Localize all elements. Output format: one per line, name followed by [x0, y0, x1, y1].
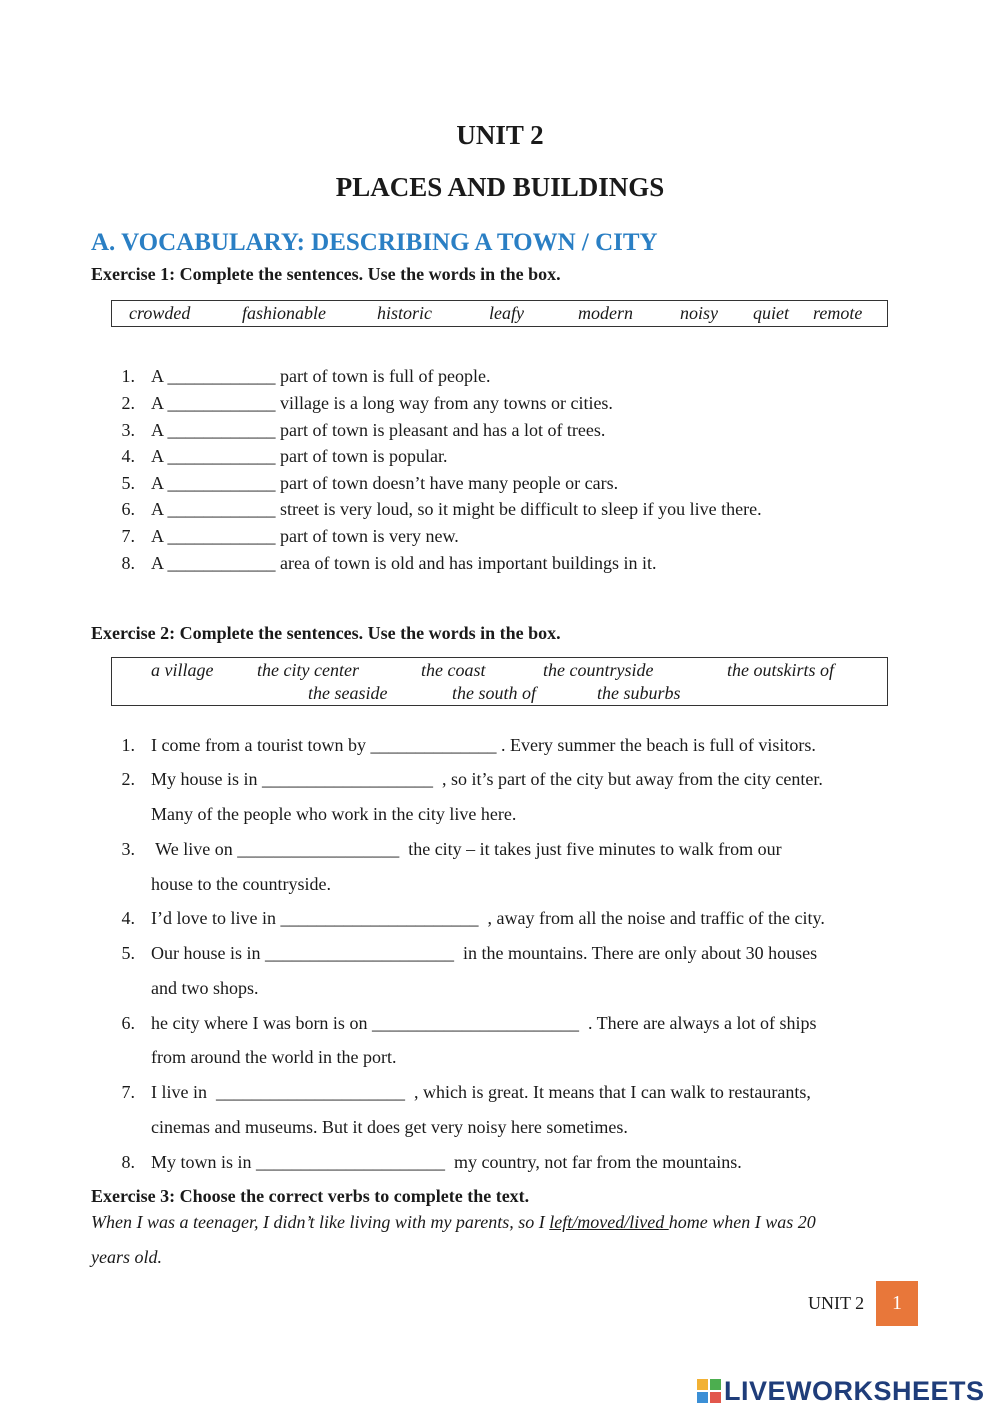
word-box-item: quiet	[753, 303, 789, 323]
liveworksheets-logo-icon	[697, 1379, 721, 1403]
item-number: 5.	[121, 473, 135, 493]
exercise1-sentence: A ____________ part of town is full of people.	[151, 366, 491, 386]
word-box-item: historic	[377, 303, 433, 323]
exercise2-sentence-cont: and two shops.	[151, 978, 259, 998]
word-box-item: modern	[578, 303, 633, 323]
word-box-item: a village	[151, 660, 214, 680]
item-number: 2.	[121, 769, 135, 789]
item-number: 5.	[121, 943, 135, 963]
unit-title: UNIT 2	[456, 120, 544, 150]
item-number: 1.	[121, 735, 135, 755]
item-number: 8.	[121, 1152, 135, 1172]
exercise1-sentence: A ____________ street is very loud, so it might be difficult to sleep if you live there.	[151, 499, 762, 519]
word-box-item: fashionable	[242, 303, 326, 323]
item-number: 7.	[121, 526, 135, 546]
word-box-item: leafy	[489, 303, 524, 323]
exercise2-word-box	[111, 657, 888, 706]
exercise3-text-before: When I was a teenager, I didn’t like living with my parents, so I	[91, 1212, 550, 1232]
exercise1-sentence: A ____________ part of town is very new.	[151, 526, 459, 546]
exercise1-sentence: A ____________ area of town is old and has important buildings in it.	[151, 553, 657, 573]
item-number: 7.	[121, 1082, 135, 1102]
exercise2-sentence: I live in _____________________ , which is great. It means that I can walk to restaurants,	[151, 1082, 811, 1102]
exercise2-sentence-cont: house to the countryside.	[151, 874, 331, 894]
word-box-item: the suburbs	[597, 683, 681, 703]
exercise2-sentence: Our house is in _____________________ in the mountains. There are only about 30 houses	[151, 943, 818, 963]
section-a-heading: A. VOCABULARY: DESCRIBING A TOWN / CITY	[91, 229, 658, 256]
exercise1-sentence: A ____________ part of town is pleasant and has a lot of trees.	[151, 420, 606, 440]
exercise2-sentence: I come from a tourist town by ______________ . Every summer the beach is full of visitors.	[151, 735, 816, 755]
exercise1-sentence: A ____________ part of town doesn’t have many people or cars.	[151, 473, 619, 493]
footer-unit-label: UNIT 2	[808, 1293, 865, 1313]
exercise3-text-line1	[91, 1212, 816, 1233]
exercise2-sentence: I’d love to live in ______________________ , away from all the noise and traffic of the city.	[151, 908, 825, 928]
item-number: 6.	[121, 1013, 135, 1033]
page-number-badge: 1	[876, 1281, 918, 1326]
exercise3-text-line2: years old.	[91, 1247, 162, 1267]
exercise1-sentence: A ____________ village is a long way from any towns or cities.	[151, 393, 613, 413]
exercise2-sentence: My house is in ___________________ , so it’s part of the city but away from the city center.	[151, 769, 823, 789]
exercise2-sentence: My town is in _____________________ my country, not far from the mountains.	[151, 1152, 742, 1172]
exercise3-verb-choice[interactable]: left/moved/lived	[549, 1212, 669, 1232]
exercise3-text-after: home when I was 20	[668, 1212, 816, 1232]
item-number: 4.	[121, 446, 135, 466]
word-box-item: noisy	[680, 303, 718, 323]
word-box-item: remote	[813, 303, 863, 323]
item-number: 1.	[121, 366, 135, 386]
exercise1-sentence: A ____________ part of town is popular.	[151, 446, 448, 466]
exercise3-heading: Exercise 3: Choose the correct verbs to complete the text.	[91, 1186, 530, 1206]
item-number: 4.	[121, 908, 135, 928]
item-number: 8.	[121, 553, 135, 573]
word-box-item: the city center	[257, 660, 359, 680]
item-number: 3.	[121, 420, 135, 440]
exercise2-sentence-cont: from around the world in the port.	[151, 1047, 397, 1067]
exercise2-sentence: he city where I was born is on _______________________ . There are always a lot of ships	[151, 1013, 817, 1033]
word-box-item: the countryside	[543, 660, 654, 680]
exercise1-heading: Exercise 1: Complete the sentences. Use the words in the box.	[91, 264, 561, 284]
item-number: 2.	[121, 393, 135, 413]
item-number: 3.	[121, 839, 135, 859]
exercise2-sentence-cont: Many of the people who work in the city live here.	[151, 804, 517, 824]
word-box-item: the south of	[452, 683, 536, 703]
page-subtitle: PLACES AND BUILDINGS	[335, 172, 665, 202]
word-box-item: the coast	[421, 660, 486, 680]
liveworksheets-brand: LIVEWORKSHEETS	[724, 1376, 985, 1406]
word-box-item: the seaside	[308, 683, 388, 703]
word-box-item: the outskirts of	[727, 660, 834, 680]
exercise2-sentence-cont: cinemas and museums. But it does get very noisy here sometimes.	[151, 1117, 628, 1137]
exercise2-sentence: We live on __________________ the city – it takes just five minutes to walk from our	[151, 839, 782, 859]
exercise1-word-box	[111, 300, 888, 327]
word-box-item: crowded	[129, 303, 191, 323]
exercise2-heading: Exercise 2: Complete the sentences. Use the words in the box.	[91, 623, 561, 643]
item-number: 6.	[121, 499, 135, 519]
